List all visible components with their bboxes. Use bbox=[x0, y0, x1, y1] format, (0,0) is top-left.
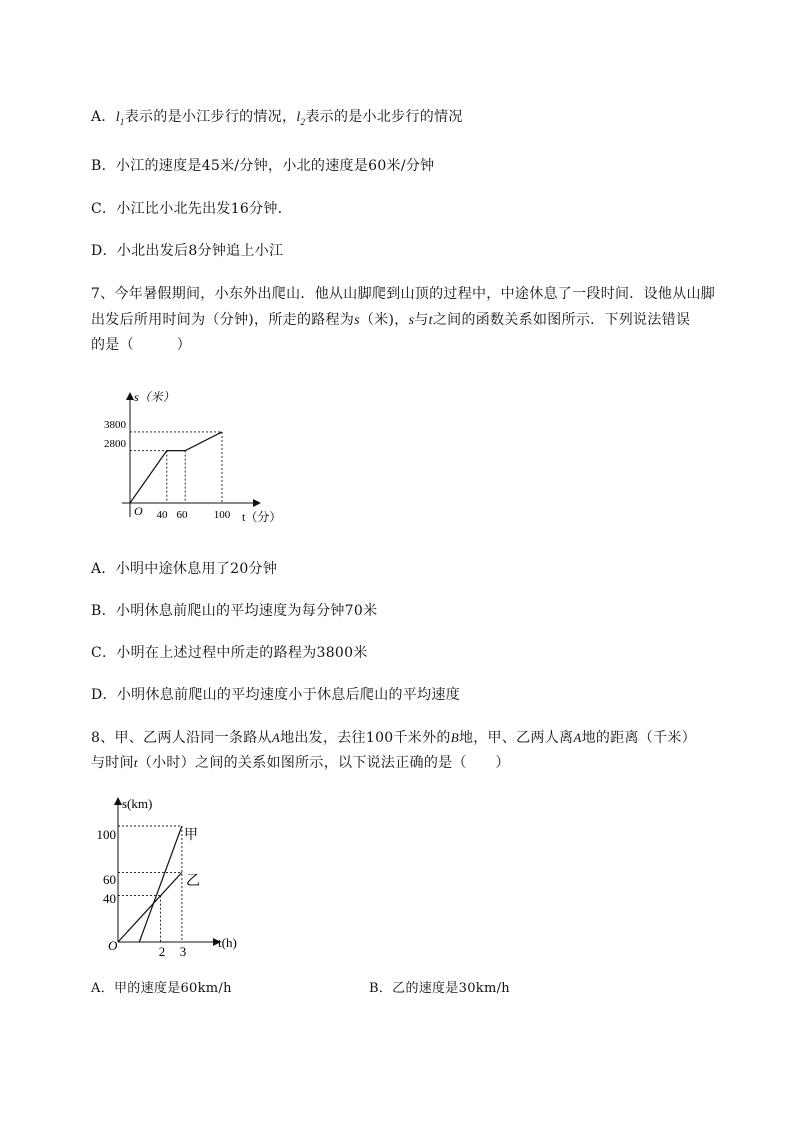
y-axis-label: s（米） bbox=[134, 390, 175, 404]
q7-stem-s-symbol: s bbox=[408, 313, 415, 328]
q8-option-a: A．甲的速度是60km/h bbox=[91, 981, 232, 996]
q7-stem-text: （米)， bbox=[359, 312, 409, 328]
l2-symbol: l bbox=[296, 110, 301, 125]
q8-stem-text: （小时）之间的关系如图所示，以下说法正确的是（ ） bbox=[137, 755, 510, 771]
y-tick-label: 3800 bbox=[104, 419, 126, 431]
series-label-jia: 甲 bbox=[184, 828, 198, 843]
x-axis-label: t（分） bbox=[242, 510, 282, 524]
l2-subscript: 2 bbox=[300, 116, 306, 127]
l1-symbol: l bbox=[115, 110, 120, 125]
q6-option-c: C．小江比小北先出发16分钟． bbox=[91, 201, 293, 217]
q6-option-a bbox=[91, 107, 463, 132]
q8-option-b: B．乙的速度是30km/h bbox=[369, 981, 510, 996]
q7-option-a: A．小明中途休息用了20分钟 bbox=[91, 561, 278, 577]
q8-stem-text: 地的距离（千米） bbox=[581, 730, 696, 746]
q8-chart bbox=[90, 790, 250, 960]
q7-stem-text: 出发后所用时间为（分钟)，所走的路程为 bbox=[91, 312, 355, 328]
q7-stem-text: 与 bbox=[414, 312, 429, 328]
series-label-yi: 乙 bbox=[186, 874, 200, 889]
q8-stem-line1 bbox=[91, 728, 696, 748]
q7-option-c: C．小明在上述过程中所走的路程为3800米 bbox=[91, 645, 368, 661]
y-tick-label: 40 bbox=[103, 891, 116, 906]
q7-option-d: D．小明休息前爬山的平均速度小于休息后爬山的平均速度 bbox=[91, 687, 461, 703]
q7-stem-s-symbol: s bbox=[354, 313, 360, 328]
q6-option-a-prefix: A． bbox=[91, 109, 116, 125]
x-tick-label: 40 bbox=[156, 509, 168, 521]
l1-subscript: 1 bbox=[119, 116, 125, 127]
x-tick-label: 60 bbox=[176, 509, 188, 521]
y-tick-label: 60 bbox=[103, 872, 116, 887]
q8-stem-text: 与时间 bbox=[91, 755, 134, 771]
point-b-symbol: B bbox=[450, 730, 459, 745]
q8-stem-t-symbol: t bbox=[133, 755, 138, 770]
q6-option-d: D．小北出发后8分钟追上小江 bbox=[91, 243, 284, 259]
q8-stem-text: 地出发，去往100千米外的 bbox=[280, 730, 451, 746]
origin-label: O bbox=[134, 504, 143, 518]
q7-stem-text: 之间的函数关系如图所示．下列说法错误 bbox=[432, 312, 691, 328]
q7-option-b: B．小明休息前爬山的平均速度为每分钟70米 bbox=[91, 603, 378, 619]
q7-stem-line1: 7、今年暑假期间，小东外出爬山．他从山脚爬到山顶的过程中，中途休息了一段时间．设他从山脚 bbox=[91, 286, 716, 302]
series-yi-line bbox=[118, 872, 182, 942]
x-tick-label: 2 bbox=[158, 944, 166, 959]
x-tick-label: 3 bbox=[179, 944, 187, 959]
q8-stem-line2 bbox=[91, 753, 510, 773]
q8-stem-text: 地，甲、乙两人离 bbox=[458, 730, 574, 746]
point-a-symbol: A bbox=[271, 730, 281, 745]
y-tick-label: 2800 bbox=[104, 438, 126, 450]
q6-option-a-mid: 表示的是小江步行的情况， bbox=[124, 109, 297, 125]
q6-option-b: B．小江的速度是45米/分钟，小北的速度是60米/分钟 bbox=[91, 158, 435, 174]
y-axis-label: s(km) bbox=[122, 796, 153, 811]
q6-option-a-post: 表示的是小北步行的情况 bbox=[305, 109, 463, 125]
q7-chart bbox=[96, 385, 296, 535]
q7-stem-line3: 的是（ ） bbox=[91, 337, 192, 353]
q7-stem-t-symbol: t bbox=[428, 313, 433, 328]
q7-stem-line2 bbox=[91, 310, 690, 331]
x-tick-label: 100 bbox=[213, 509, 231, 521]
origin-label: O bbox=[108, 938, 118, 953]
data-line bbox=[130, 432, 222, 503]
point-a-symbol: A bbox=[573, 730, 582, 745]
q8-stem-text: 8、甲、乙两人沿同一条路从 bbox=[91, 730, 272, 746]
x-axis-label: t(h) bbox=[218, 935, 237, 950]
y-tick-label: 100 bbox=[96, 827, 116, 842]
